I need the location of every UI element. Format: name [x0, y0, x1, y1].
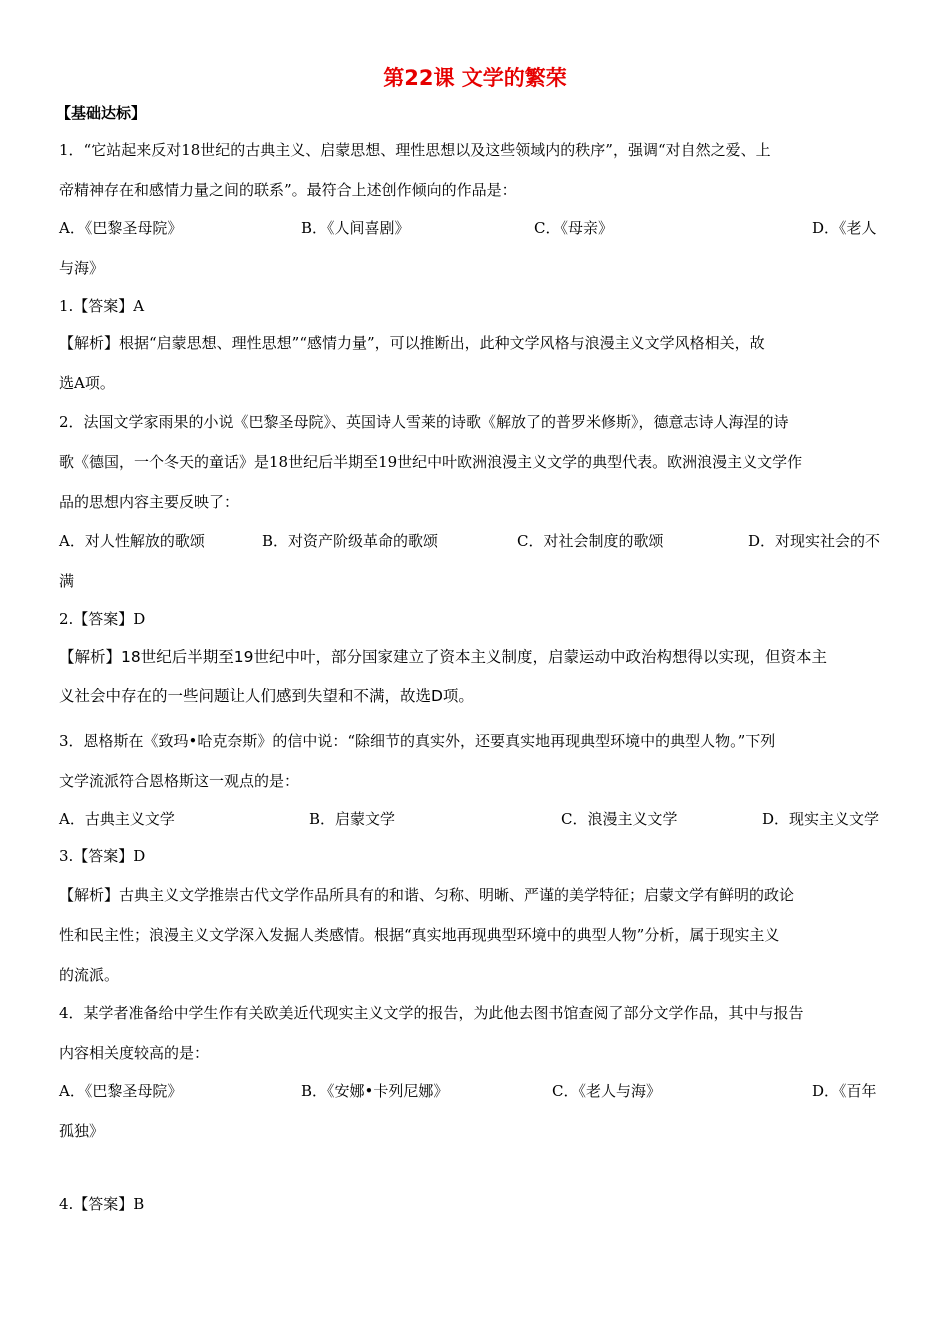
q4-option-c: C．《老人与海》 — [552, 1082, 661, 1100]
q3-option-a: A．古典主义文学 — [59, 810, 175, 828]
q2-option-c: C．对社会制度的歌颂 — [517, 532, 664, 550]
q1-stem-line2: 帝精神存在和感情力量之间的联系”。最符合上述创作倾向的作品是： — [59, 181, 517, 199]
q1-analysis-line1: 【解析】根据“启蒙思想、理性思想”“感情力量”，可以推断出，此种文学风格与浪漫主义文学风格相关，故 — [59, 334, 765, 352]
page-title: 第22课 文学的繁荣 — [383, 66, 567, 90]
q3-option-b: B．启蒙文学 — [309, 810, 396, 828]
q2-option-b: B．对资产阶级革命的歌颂 — [262, 532, 439, 550]
q1-stem-line1: 1．“它站起来反对18世纪的古典主义、启蒙思想、理性思想以及这些领域内的秩序”，强调“对自然之爱、上 — [59, 141, 771, 159]
q4-option-b: B．《安娜•卡列尼娜》 — [301, 1082, 449, 1100]
q2-option-d: D．对现实社会的不 — [748, 532, 881, 550]
q4-option-d-cont: 孤独》 — [59, 1122, 105, 1140]
q1-option-b: B．《人间喜剧》 — [301, 219, 410, 237]
q2-option-d-cont: 满 — [59, 572, 75, 590]
q1-answer: 1.【答案】A — [59, 297, 145, 315]
q1-analysis-line2: 选A项。 — [59, 374, 115, 392]
q2-analysis-line1: 【解析】18世纪后半期至19世纪中叶，部分国家建立了资本主义制度，启蒙运动中政治构想得以实现，但资本主 — [59, 648, 827, 666]
q4-option-a: A．《巴黎圣母院》 — [59, 1082, 183, 1100]
q1-option-d-cont: 与海》 — [59, 259, 105, 277]
q3-option-c: C．浪漫主义文学 — [561, 810, 678, 828]
q3-analysis-line1: 【解析】古典主义文学推崇古代文学作品所具有的和谐、匀称、明晰、严谨的美学特征；启蒙文学有鲜明的政论 — [59, 886, 795, 904]
q2-stem-line3: 品的思想内容主要反映了： — [59, 493, 240, 511]
q3-option-d: D．现实主义文学 — [762, 810, 880, 828]
q3-analysis-line2: 性和民主性；浪漫主义文学深入发掘人类感情。根据“真实地再现典型环境中的典型人物”分析，属于现实主义 — [59, 926, 780, 944]
q1-option-d: D．《老人 — [812, 219, 877, 237]
q1-option-c: C．《母亲》 — [534, 219, 613, 237]
q4-stem-line2: 内容相关度较高的是： — [59, 1044, 210, 1062]
q2-stem-line2: 歌《德国，一个冬天的童话》是18世纪后半期至19世纪中叶欧洲浪漫主义文学的典型代表。欧洲浪漫主义文学作 — [59, 453, 803, 471]
q4-stem-line1: 4．某学者准备给中学生作有关欧美近代现实主义文学的报告，为此他去图书馆查阅了部分文学作品，其中与报告 — [59, 1004, 804, 1022]
section-heading: 【基础达标】 — [56, 104, 147, 122]
q4-answer: 4.【答案】B — [59, 1195, 145, 1213]
q2-stem-line1: 2．法国文学家雨果的小说《巴黎圣母院》、英国诗人雪莱的诗歌《解放了的普罗米修斯》，德意志诗人海涅的诗 — [59, 413, 789, 431]
q1-option-a: A．《巴黎圣母院》 — [59, 219, 183, 237]
q2-option-a: A．对人性解放的歌颂 — [59, 532, 205, 550]
q3-analysis-line3: 的流派。 — [59, 966, 120, 984]
q3-answer: 3.【答案】D — [59, 847, 146, 865]
q3-stem-line2: 文学流派符合恩格斯这一观点的是： — [59, 772, 300, 790]
q2-analysis-line2: 义社会中存在的一些问题让人们感到失望和不满，故选D项。 — [59, 687, 474, 705]
q4-option-d: D．《百年 — [812, 1082, 877, 1100]
q2-answer: 2.【答案】D — [59, 610, 146, 628]
q3-stem-line1: 3．恩格斯在《致玛•哈克奈斯》的信中说：“除细节的真实外，还要真实地再现典型环境中的典型人物。”下列 — [59, 732, 776, 750]
